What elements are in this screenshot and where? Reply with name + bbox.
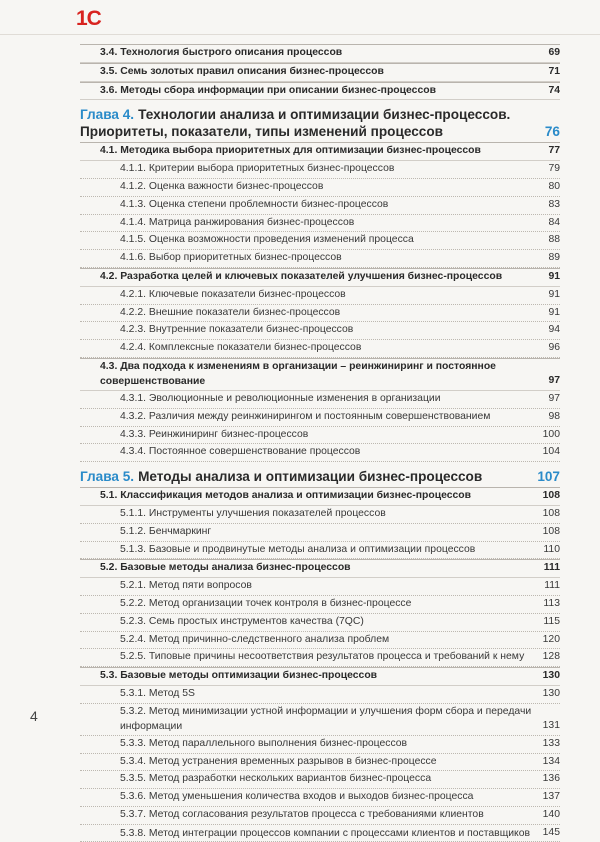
toc-entry-title: 4.2.3. Внутренние показатели бизнес-процессов xyxy=(120,324,354,336)
toc-subsection-entry[interactable] xyxy=(80,524,560,542)
toc-entry-title: 3.4. Технология быстрого описания процессов xyxy=(100,47,343,58)
toc-entry-page: 145 xyxy=(542,826,560,838)
toc-subsection-entry[interactable] xyxy=(80,444,560,462)
toc-subsection-entry[interactable] xyxy=(80,215,560,233)
toc-entry-title: 4.1.6. Выбор приоритетных бизнес-процессов xyxy=(120,252,342,264)
toc-entry-page: 91 xyxy=(548,288,560,300)
toc-entry-page: 96 xyxy=(548,342,560,354)
toc-entry-title: 5.3.8. Метод интеграции процессов компании с процессами клиентов и поставщиков xyxy=(120,827,531,839)
toc-entry-page: 97 xyxy=(548,375,560,387)
toc-entry-title: 5.1.2. Бенчмаркинг xyxy=(120,525,212,537)
toc-entry-page: 111 xyxy=(543,562,560,574)
page-number: 4 xyxy=(30,708,38,724)
toc-subsection-entry[interactable] xyxy=(80,614,560,632)
toc-section-entry[interactable] xyxy=(80,63,560,82)
toc-entry-title: 4.3.3. Реинжиниринг бизнес-процессов xyxy=(120,428,309,440)
toc-subsection-entry[interactable] xyxy=(80,596,560,614)
toc-entry-title: 5.3.6. Метод уменьшения количества входов и выходов бизнес-процесса xyxy=(120,791,474,803)
toc-subsection-entry[interactable] xyxy=(80,427,560,445)
toc-subsection-entry[interactable] xyxy=(80,736,560,754)
toc-entry-title: 5.2.2. Метод организации точек контроля в бизнес-процессе xyxy=(120,597,412,609)
toc-entry-page: 111 xyxy=(544,580,560,592)
toc-entry-page: 130 xyxy=(542,687,560,699)
toc-entry-title: 5.3.1. Метод 5S xyxy=(120,687,195,699)
toc-entry-title: 4.3.2. Различия между реинжинирингом и постоянным совершенствованием xyxy=(120,410,491,422)
toc-subsection-entry[interactable] xyxy=(80,250,560,268)
toc-entry-page: 80 xyxy=(548,180,560,192)
toc-entry-page: 77 xyxy=(548,145,560,157)
toc-entry-page: 98 xyxy=(548,410,560,422)
toc-entry-title: 4.2. Разработка целей и ключевых показателей улучшения бизнес-процессов xyxy=(100,270,503,282)
toc-subsection-entry[interactable] xyxy=(80,340,560,358)
chapter-title xyxy=(80,106,539,140)
toc-entry-title: 5.3. Базовые методы оптимизации бизнес-процессов xyxy=(100,670,378,682)
toc-entry-title: 4.1. Методика выбора приоритетных для оптимизации бизнес-процессов xyxy=(100,145,481,157)
toc-entry-title: 5.2.4. Метод причинно-следственного анализа проблем xyxy=(120,633,390,645)
toc-entry-title: 4.1.5. Оценка возможности проведения изменений процесса xyxy=(120,234,414,246)
toc-entry-page: 69 xyxy=(548,47,560,58)
toc-entry-title: 5.2.3. Семь простых инструментов качества (7QC) xyxy=(120,615,364,627)
toc-entry-title: 4.2.4. Комплексные показатели бизнес-процессов xyxy=(120,342,362,354)
toc-entry-page: 108 xyxy=(542,507,560,519)
toc-entry-title: 3.6. Методы сбора информации при описании бизнес-процессов xyxy=(100,84,436,96)
toc-entry-page: 110 xyxy=(543,543,560,555)
toc-entry-title: 5.1.3. Базовые и продвинутые методы анализа и оптимизации процессов xyxy=(120,543,476,555)
toc-subsection-entry[interactable] xyxy=(80,179,560,197)
chapter-heading xyxy=(80,468,560,485)
toc-subsection-entry[interactable] xyxy=(80,305,560,323)
toc-entry-page: 136 xyxy=(542,773,560,785)
toc-entry-title: 5.3.7. Метод согласования результатов процесса с требованиями клиентов xyxy=(120,808,484,820)
toc-entry-title: 5.1. Классификация методов анализа и оптимизации бизнес-процессов xyxy=(100,490,472,502)
toc-entry-title: 4.1.3. Оценка степени проблемности бизнес-процессов xyxy=(120,198,389,210)
page-header xyxy=(0,0,600,35)
toc-entry-title: 4.1.1. Критерии выбора приоритетных бизнес-процессов xyxy=(120,163,395,175)
toc-entry-title: 4.3.4. Постоянное совершенствование процессов xyxy=(120,446,361,458)
toc-section-entry[interactable] xyxy=(80,82,560,101)
toc-subsection-entry[interactable] xyxy=(80,754,560,772)
toc-entry-title: 5.2. Базовые методы анализа бизнес-процессов xyxy=(100,562,351,574)
chapter-title xyxy=(80,468,531,485)
toc-subsection-entry[interactable] xyxy=(80,232,560,250)
toc-subsection-entry[interactable] xyxy=(80,322,560,340)
toc-entry-title: 4.2.2. Внешние показатели бизнес-процессов xyxy=(120,306,341,318)
toc-subsection-entry[interactable] xyxy=(80,161,560,179)
toc-subsection-entry[interactable] xyxy=(80,789,560,807)
toc-subsection-entry[interactable] xyxy=(80,578,560,596)
toc-entry-page: 113 xyxy=(543,597,560,609)
toc-entry-page: 74 xyxy=(548,84,560,96)
toc-entry-title: 5.2.1. Метод пяти вопросов xyxy=(120,580,252,592)
chapter-heading xyxy=(80,106,560,140)
chapter-title-text: Технологии анализа и оптимизации бизнес-процессов. Приоритеты, показатели, типы изменений процессов xyxy=(80,107,511,140)
toc-subsection-entry[interactable] xyxy=(80,197,560,215)
toc-entry-title: 5.3.2. Метод минимизации устной информации и улучшения форм сбора и передачи информации xyxy=(120,705,532,733)
toc-section-entry[interactable] xyxy=(80,559,560,578)
toc-section-entry[interactable] xyxy=(80,667,560,686)
chapter-page-number: 107 xyxy=(537,469,560,485)
toc-entry-page: 134 xyxy=(542,755,560,767)
toc-entry-page: 108 xyxy=(542,525,560,537)
toc-entry-page: 108 xyxy=(542,490,560,502)
toc-subsection-entry[interactable] xyxy=(80,409,560,427)
toc-subsection-entry[interactable] xyxy=(80,704,560,736)
toc-entry-page: 100 xyxy=(542,428,560,440)
chapter-label: Глава 5. xyxy=(80,469,135,485)
toc-entry-title: 4.3.1. Эволюционные и революционные изменения в организации xyxy=(120,392,441,404)
toc-section-entry[interactable] xyxy=(80,44,560,63)
toc-entry-title: 3.5. Семь золотых правил описания бизнес-процессов xyxy=(100,65,384,77)
toc-subsection-entry[interactable] xyxy=(80,506,560,524)
toc-entry-page: 71 xyxy=(548,65,560,77)
chapter-title-text: Методы анализа и оптимизации бизнес-процессов xyxy=(138,469,483,485)
toc-subsection-entry[interactable] xyxy=(80,649,560,667)
toc-entry-page: 94 xyxy=(548,324,560,336)
chapter-page-number: 76 xyxy=(544,124,560,140)
toc-entry-page: 104 xyxy=(542,446,560,458)
toc-entry-page: 140 xyxy=(542,808,560,820)
toc-subsection-entry[interactable] xyxy=(80,825,560,842)
toc-entry-page: 89 xyxy=(548,252,560,264)
toc-entry-page: 115 xyxy=(543,615,560,627)
toc-entry-page: 131 xyxy=(542,719,560,731)
toc-entry-page: 79 xyxy=(548,163,560,175)
toc-entry-title: 4.1.4. Матрица ранжирования бизнес-процессов xyxy=(120,216,355,228)
toc-subsection-entry[interactable] xyxy=(80,771,560,789)
toc-entry-page: 128 xyxy=(542,651,560,663)
toc-entry-page: 84 xyxy=(548,216,560,228)
toc-entry-title: 4.3. Два подхода к изменениям в организации – реинжиниринг и постоянное совершенствование xyxy=(100,360,496,388)
toc-subsection-entry[interactable] xyxy=(80,807,560,825)
toc-subsection-entry[interactable] xyxy=(80,686,560,704)
toc-entry-page: 83 xyxy=(548,198,560,210)
toc-entry-page: 130 xyxy=(542,670,560,682)
toc-entry-page: 97 xyxy=(548,392,560,404)
toc-entry-page: 133 xyxy=(542,737,560,749)
toc-entry-title: 5.3.4. Метод устранения временных разрывов в бизнес-процессе xyxy=(120,755,437,767)
toc-entry-page: 91 xyxy=(548,270,560,282)
toc-section-entry[interactable] xyxy=(80,142,560,161)
toc-subsection-entry[interactable] xyxy=(80,632,560,650)
chapter-label: Глава 4. xyxy=(80,107,135,123)
table-of-contents xyxy=(80,44,560,842)
toc-section-entry[interactable] xyxy=(80,268,560,287)
toc-entry-title: 5.3.5. Метод разработки нескольких вариантов бизнес-процесса xyxy=(120,773,432,785)
toc-section-entry[interactable] xyxy=(80,358,560,391)
toc-section-entry[interactable] xyxy=(80,487,560,506)
toc-entry-page: 137 xyxy=(542,791,560,803)
toc-entry-title: 5.1.1. Инструменты улучшения показателей процессов xyxy=(120,507,386,519)
toc-entry-page: 88 xyxy=(548,234,560,246)
toc-subsection-entry[interactable] xyxy=(80,391,560,409)
brand-logo: 1С xyxy=(76,7,101,30)
toc-entry-title: 5.3.3. Метод параллельного выполнения бизнес-процессов xyxy=(120,737,408,749)
toc-entry-title: 5.2.5. Типовые причины несоответствия результатов процесса и требований к нему xyxy=(120,651,525,663)
toc-subsection-entry[interactable] xyxy=(80,542,560,560)
toc-entry-title: 4.1.2. Оценка важности бизнес-процессов xyxy=(120,180,324,192)
toc-entry-page: 120 xyxy=(542,633,560,645)
toc-subsection-entry[interactable] xyxy=(80,287,560,305)
toc-entry-title: 4.2.1. Ключевые показатели бизнес-процессов xyxy=(120,288,346,300)
toc-entry-page: 91 xyxy=(548,306,560,318)
